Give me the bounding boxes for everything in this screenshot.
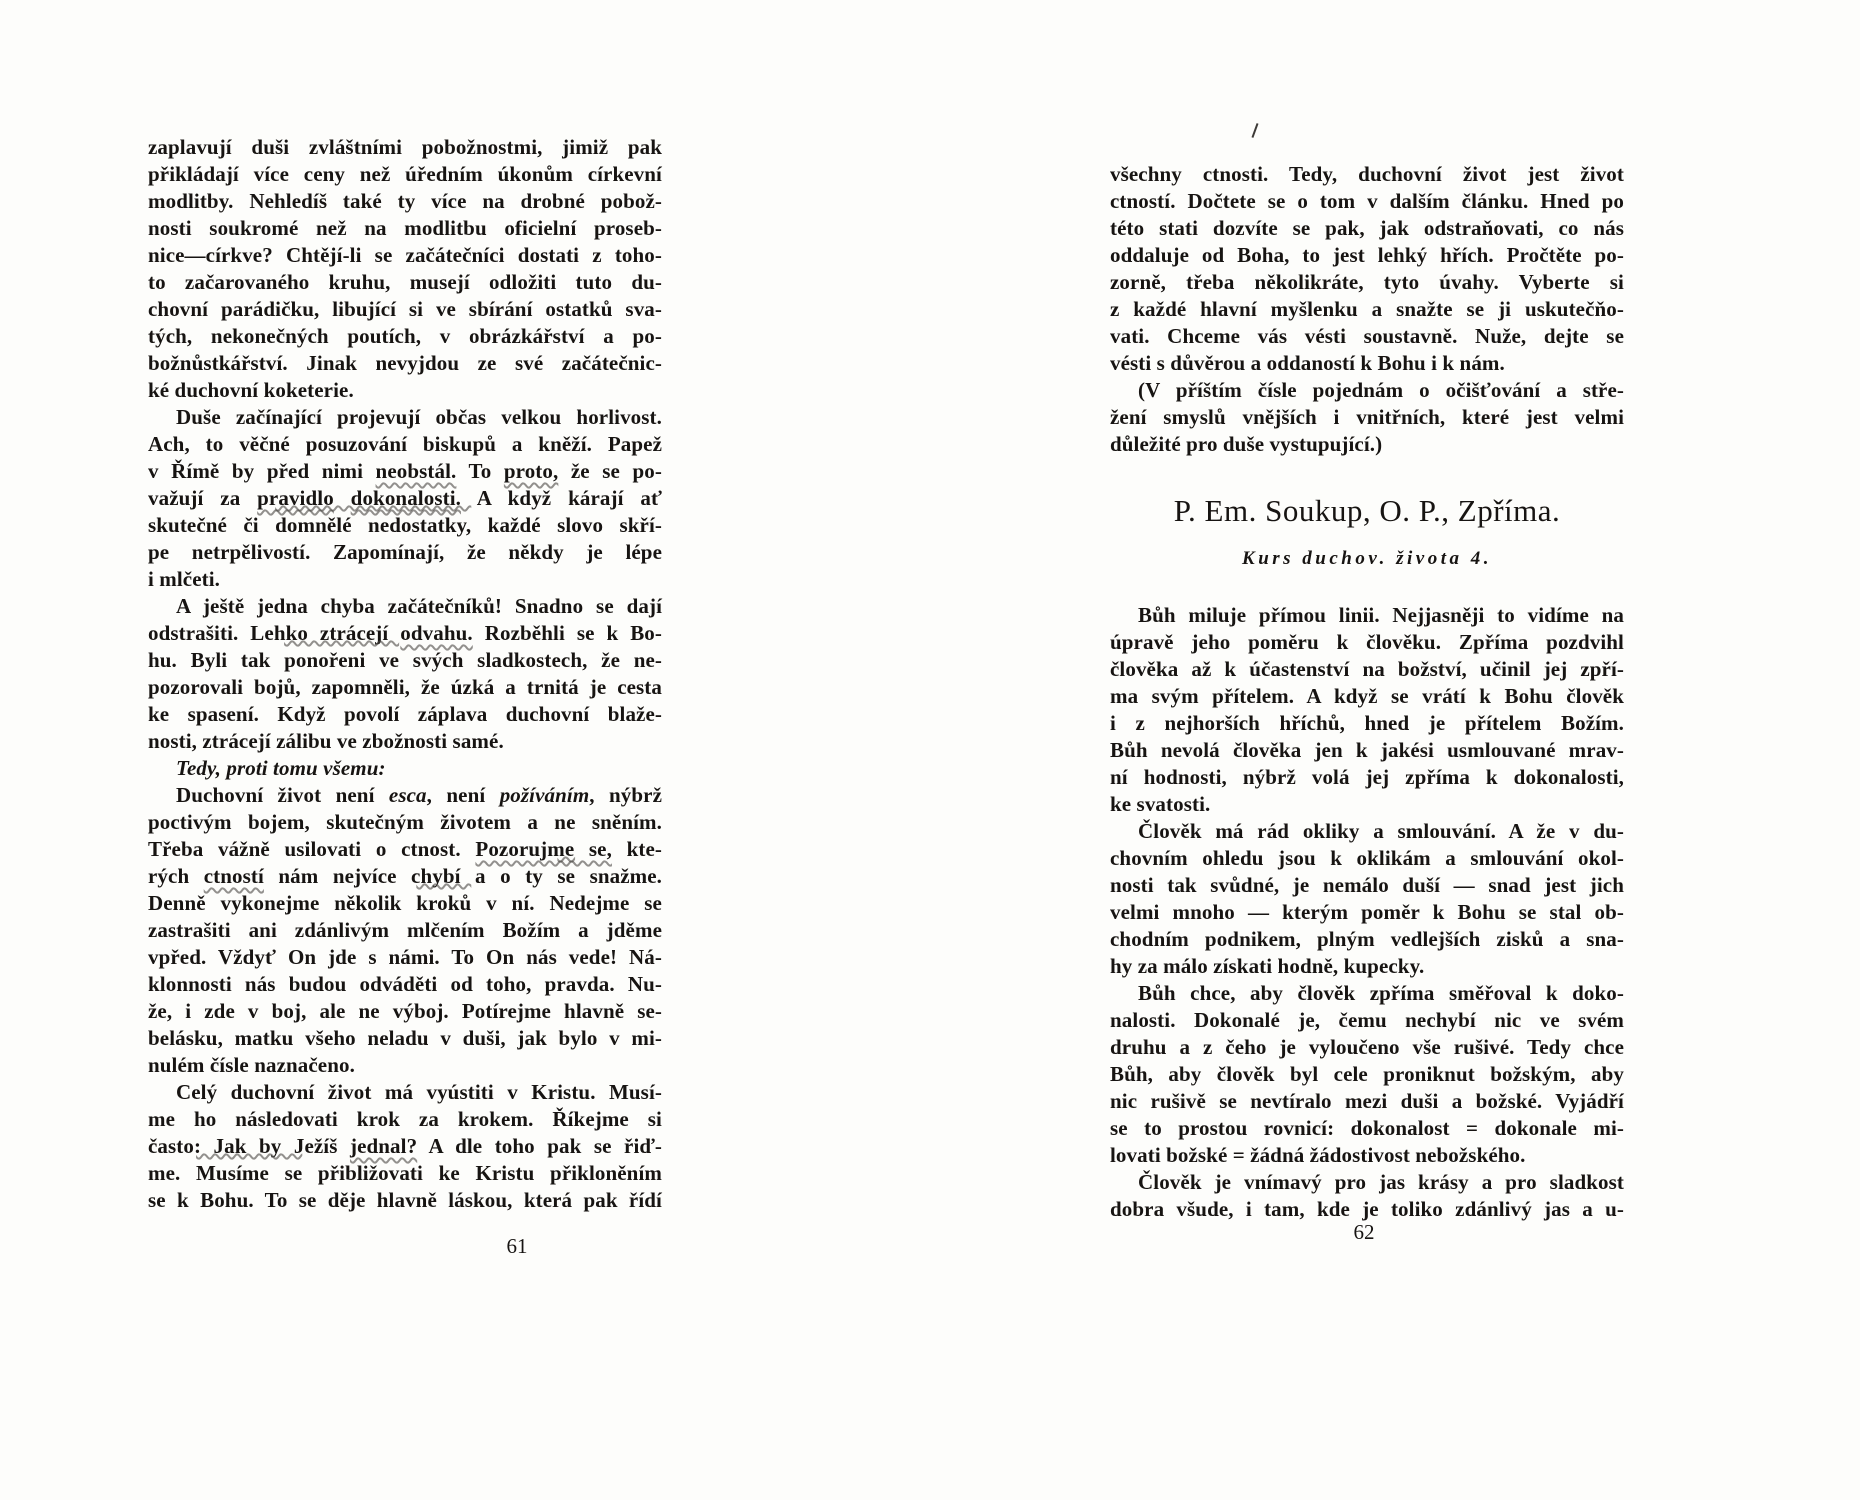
text-line: božnůstkářství. Jinak nevyjdou ze své začátečnic- bbox=[148, 351, 662, 375]
pencil-overline-text: domnělé nedostatky, bbox=[275, 513, 472, 537]
text-line: Duše začínající projevují občas velkou horlivost. bbox=[176, 405, 662, 429]
text-line: vésti s důvěrou a oddaností k Bohu i k nám. bbox=[1110, 351, 1505, 375]
text-line: všechny ctnosti. Tedy, duchovní život jest život bbox=[1110, 162, 1624, 186]
text-line: se to prostou rovnicí: dokonalost = dokonale mi- bbox=[1110, 1116, 1624, 1140]
text-line: Ach, to věčné posuzování biskupů a kněží. Papež bbox=[148, 432, 662, 456]
pencil-underline-text: dokonalosti. bbox=[350, 486, 461, 510]
text-line: hy za málo získati hodně, kupecky. bbox=[1110, 954, 1425, 978]
text-line: ké duchovní koketerie. bbox=[148, 378, 354, 402]
text-line: ní hodnosti, nýbrž volá jej zpříma k dokonalosti, bbox=[1110, 765, 1624, 789]
text-line: zastrašiti ani zdánlivým mlčením Božím a jděme bbox=[148, 918, 662, 942]
page-number-right: 62 bbox=[1353, 1220, 1375, 1244]
text-line: chodním podnikem, plným vedlejších zisků a sna- bbox=[1110, 927, 1624, 951]
text-line: hu. Byli tak ponořeni ve svých sladkostech, že ne- bbox=[148, 648, 663, 672]
text-line: (V příštím čísle pojednám o očišťování a stře- bbox=[1138, 378, 1624, 402]
page-61-text-column bbox=[148, 134, 662, 1214]
text-line: ke svatosti. bbox=[1110, 792, 1211, 816]
text-line: že, i zde v boj, ale ne výboj. Potírejme hlavně se- bbox=[148, 999, 662, 1023]
text-line: chovním ohledu jsou k oklikám a smlouvání okol- bbox=[1110, 846, 1624, 870]
text-line: nalosti. Dokonalé je, čemu nechybí nic ve svém bbox=[1110, 1008, 1624, 1032]
text-line: vati. Chceme vás vésti soustavně. Nuže, dejte se bbox=[1110, 324, 1624, 348]
text-line: často: Jak by Ježíš jednal? A dle toho pak se řiď- bbox=[148, 1134, 662, 1158]
text-line: belásku, matku všeho neladu v duši, jak bylo v mi- bbox=[148, 1026, 662, 1050]
text-line: druhu a z čeho je vyloučeno vše rušivé. Tedy chce bbox=[1110, 1035, 1624, 1059]
scan-artifact-mark bbox=[1251, 123, 1258, 138]
article-title: P. Em. Soukup, O. P., Zpříma. bbox=[1173, 493, 1561, 528]
text-line: velmi mnoho — kterým poměr k Bohu se stal ob- bbox=[1110, 900, 1624, 924]
pencil-overline-text: ponořeni ve bbox=[284, 648, 400, 672]
pencil-underline-text: Pozorujme se, bbox=[475, 837, 612, 861]
text-line: nice—církve? Chtějí-li se začátečníci dostati z toho- bbox=[148, 243, 662, 267]
text-line: važují za pravidlo dokonalosti. A když kárají ať bbox=[148, 486, 662, 510]
text-line: modlitby. Nehledíš také ty více na drobné pobož- bbox=[148, 189, 662, 213]
text-line: me ho následovati krok za krokem. Říkejme si bbox=[148, 1107, 662, 1131]
italic-text: esca bbox=[388, 783, 427, 807]
text-line: klonnosti nás budou odváděti od toho, pravda. Nu- bbox=[148, 972, 662, 996]
text-line: ctností. Dočtete se o tom v dalším článku. Hned po bbox=[1110, 189, 1624, 213]
text-line: se k Bohu. To se děje hlavně láskou, která pak řídí bbox=[148, 1188, 662, 1212]
text-line: nosti, ztrácejí zálibu ve zbožnosti samé. bbox=[148, 729, 504, 753]
pencil-underline-text: jednal? bbox=[349, 1134, 418, 1158]
text-line: odstrašiti. Lehko ztrácejí odvahu. Rozběhli se k Bo- bbox=[148, 621, 662, 645]
text-line: to začarovaného kruhu, musejí odložiti tuto du- bbox=[148, 270, 662, 294]
pencil-underline-text: pravidlo bbox=[257, 486, 334, 510]
text-line: vpřed. Vždyť On jde s námi. To On nás vede! Ná- bbox=[148, 945, 662, 969]
text-line: žení smyslů vnějších i vnitřních, které jest velmi bbox=[1110, 405, 1624, 429]
text-line: nosti tak svůdné, je nemálo duší — snad jest jich bbox=[1110, 873, 1624, 897]
text-line: poctivým bojem, skutečným životem a ne sněním. bbox=[148, 810, 662, 834]
continued-paragraphs bbox=[1110, 161, 1624, 458]
text-line: úpravě jeho poměru k člověku. Zpříma pozdvihl bbox=[1110, 630, 1624, 654]
text-line: tých, nekonečných poutích, v obrázkářství a po- bbox=[148, 324, 662, 348]
pencil-overline-text: Musíme se bbox=[196, 1161, 303, 1185]
pencil-overline-text: kroků bbox=[416, 891, 472, 915]
text-line: důležité pro duše vystupující.) bbox=[1110, 432, 1383, 456]
text-line: oddaluje od Boha, to jest lehký hřích. Pročtěte po- bbox=[1110, 243, 1624, 267]
page-number-left: 61 bbox=[506, 1234, 528, 1258]
pencil-underline-text: proto, bbox=[503, 459, 559, 483]
text-line: přikládají více ceny než úředním úkonům církevní bbox=[148, 162, 662, 186]
pencil-overline-text: se bbox=[557, 864, 576, 888]
text-line: v Římě by před nimi neobstál. To proto, že se po- bbox=[148, 459, 662, 483]
text-line: Třeba vážně usilovati o ctnost. Pozorujme se, kte- bbox=[148, 837, 662, 861]
pencil-underline-text: odvahu. bbox=[400, 621, 473, 645]
pencil-underline-text: ctností bbox=[203, 864, 264, 888]
article-body bbox=[1110, 602, 1624, 1223]
text-line: nosti soukromé než na modlitbu oficielní proseb- bbox=[148, 216, 662, 240]
text-line: Bůh, aby člověk byl cele proniknut božským, aby bbox=[1110, 1062, 1624, 1086]
text-line: z každé hlavní myšlenku a snažte se ji uskutečňo- bbox=[1110, 297, 1624, 321]
text-line: chovní parádičku, libující si ve sbírání ostatků sva- bbox=[148, 297, 662, 321]
text-line: Člověk má rád okliky a smlouvání. A že v du- bbox=[1138, 819, 1624, 843]
page-62-text-column bbox=[1110, 161, 1624, 1223]
text-line: i z nejhorších hříchů, hned je přítelem Božím. bbox=[1110, 711, 1624, 735]
text-line: Bůh chce, aby člověk zpříma směřoval k doko- bbox=[1138, 981, 1624, 1005]
text-line: pe netrpělivostí. Zapomínají, že někdy je lépe bbox=[148, 540, 662, 564]
text-line: Denně vykonejme několik kroků v ní. Nedejme se bbox=[148, 891, 662, 915]
text-line: skutečné či domnělé nedostatky, každé slovo skří- bbox=[148, 513, 662, 537]
text-line: nic rušivě se nevtíralo mezi duši a božské. Vyjádří bbox=[1110, 1089, 1624, 1113]
text-line: ke spasení. Když povolí záplava duchovní blaže- bbox=[148, 702, 662, 726]
text-line: zaplavují duši zvláštními pobožnostmi, jimiž pak bbox=[148, 135, 662, 159]
text-line: me. Musíme se přibližovati ke Kristu přikloněním bbox=[148, 1161, 662, 1185]
text-line: ma svým přítelem. A když se vrátí k Bohu člověk bbox=[1110, 684, 1624, 708]
text-line: i mlčeti. bbox=[148, 567, 221, 591]
text-line: této stati dozvíte se pak, jak odstraňovati, co nás bbox=[1110, 216, 1624, 240]
text-line: dobra všude, i tam, kde je toliko zdánlivý jas a u- bbox=[1110, 1197, 1624, 1221]
text-line: zorně, třeba několikráte, tyto úvahy. Vyberte si bbox=[1110, 270, 1624, 294]
text-line: pozorovali bojů, zapomněli, že úzká a trnitá je cesta bbox=[148, 675, 662, 699]
article-subtitle: Kurs duchov. života 4. bbox=[1242, 548, 1492, 569]
text-line bbox=[148, 755, 662, 782]
text-line: nulém čísle naznačeno. bbox=[148, 1053, 355, 1077]
text-line: Celý duchovní život má vyústiti v Kristu. Musí- bbox=[176, 1080, 662, 1104]
text-line: lovati božské = žádná žádostivost nebožského. bbox=[1110, 1143, 1526, 1167]
text-line: Bůh nevolá člověka jen k jakési usmlouvané mrav- bbox=[1110, 738, 1624, 762]
text-line: Bůh miluje přímou linii. Nejjasněji to vidíme na bbox=[1138, 603, 1624, 627]
italic-text: Tedy, proti tomu všemu: bbox=[176, 756, 386, 780]
text-line: člověka až k účastenství na božství, učinil jej zpří- bbox=[1110, 657, 1624, 681]
text-line: rých ctností nám nejvíce chybí a o ty se snažme. bbox=[148, 864, 662, 888]
text-line: Duchovní život není esca, není požíváním, nýbrž bbox=[176, 783, 663, 807]
italic-text: požíváním bbox=[499, 783, 590, 807]
text-line: Člověk je vnímavý pro jas krásy a pro sladkost bbox=[1138, 1170, 1624, 1194]
pencil-underline-text: neobstál. bbox=[375, 459, 457, 483]
text-line: A ještě jedna chyba začátečníků! Snadno se dají bbox=[176, 594, 662, 618]
